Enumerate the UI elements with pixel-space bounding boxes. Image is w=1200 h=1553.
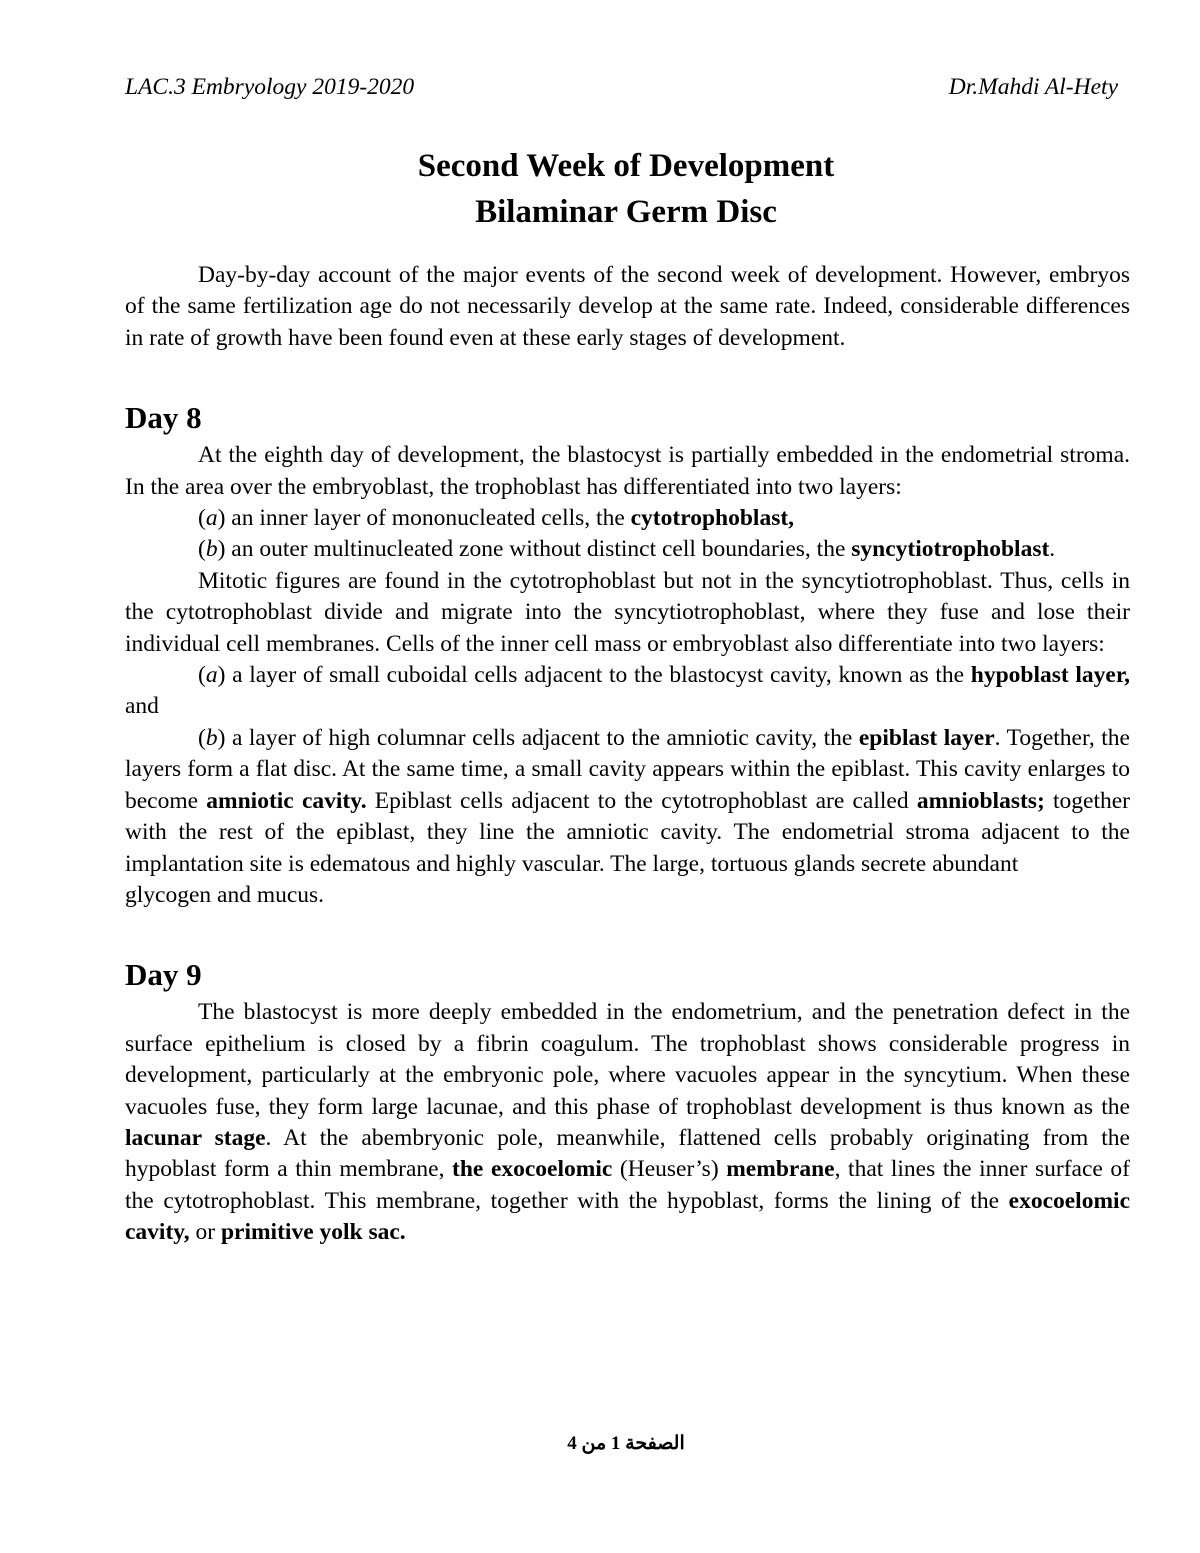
header-course: LAC.3 Embryology 2019-2020: [125, 74, 415, 100]
item-text: a layer of high columnar cells adjacent to the amniotic cavity, the: [225, 724, 859, 751]
item-label: b: [205, 536, 218, 563]
day8-heading: Day 8: [125, 400, 202, 436]
intro-paragraph: Day-by-day account of the major events of the second week of development. However, embryos of the same fertilization age do not necessarily develop at the same rate. Indeed, considerable differences in rate of growth have been found even at these early stages of development.: [125, 262, 1130, 351]
term-exocoelomic-cavity: exocoelomic cavity,: [125, 1187, 1130, 1246]
term-cytotrophoblast: cytotrophoblast,: [630, 505, 795, 532]
day8-item-b: (b) an outer multinucleated zone without distinct cell boundaries, the syncytiotrophoblast.: [198, 536, 1056, 563]
paragraph-text: . At the abembryonic pole, meanwhile, flattened cells probably originating from the hypoblast form a thin membrane,: [125, 1124, 1130, 1183]
item-label: a: [205, 505, 218, 532]
page-title: Second Week of Development: [417, 148, 835, 184]
item-text: together with the rest of the epiblast, they line the amniotic cavity. The endometrial stroma adjacent to the implantation site is edematous and highly vascular. The large, tortuous glands secrete abundant: [125, 787, 1130, 877]
paragraph-text: or: [189, 1219, 221, 1246]
item-text: an inner layer of mononucleated cells, the: [225, 505, 631, 532]
day8-item-a: (a) an inner layer of mononucleated cells, the cytotrophoblast,: [198, 505, 795, 532]
day9-heading: Day 9: [125, 957, 202, 993]
paragraph-text: (Heuser’s): [612, 1156, 727, 1183]
paragraph-text: The blastocyst is more deeply embedded in the endometrium, and the penetration defect in the surface epithelium is closed by a fibrin coagulum. The trophoblast shows considerable progress in development, particularly at the embryonic pole, where vacuoles appear in the syncytium. When these vacuoles fuse, they form large lacunae, and this phase of trophoblast development is thus known as the: [125, 999, 1130, 1120]
page-subtitle: Bilaminar Germ Disc: [475, 194, 777, 230]
term-amniotic-cavity: amniotic cavity.: [206, 787, 367, 814]
item-text: a layer of small cuboidal cells adjacent to the blastocyst cavity, known as the: [225, 662, 971, 689]
item-label: b: [205, 724, 218, 751]
term-hypoblast: hypoblast layer,: [970, 662, 1130, 689]
day8-item-epiblast: (b) a layer of high columnar cells adjacent to the amniotic cavity, the epiblast layer. Together, the layers form a flat disc. At the same time, a small cavity appears within the epiblast. This cavity enlarges to become amniotic cavity. Epiblast cells adjacent to the cytotrophoblast are called amnioblasts; together with the rest of the epiblast, they line the amniotic cavity. The endometrial stroma adjacent to the implantation site is edematous and highly vascular. The large, tortuous glands secrete abundant: [125, 724, 1130, 877]
day8-paragraph-1: At the eighth day of development, the blastocyst is partially embedded in the endometrial stroma. In the area over the embryoblast, the trophoblast has differentiated into two layers:: [125, 442, 1130, 500]
term-primitive-yolk-sac: primitive yolk sac.: [220, 1219, 406, 1246]
term-membrane: membrane: [726, 1156, 835, 1183]
item-label: a: [205, 662, 218, 689]
term-exocoelomic: the exocoelomic: [452, 1156, 613, 1183]
header-author: Dr.Mahdi Al-Hety: [948, 74, 1118, 100]
item-text: an outer multinucleated zone without distinct cell boundaries, the: [225, 536, 852, 563]
term-epiblast: epiblast layer: [858, 724, 995, 751]
page-number: الصفحة 1 من 4: [567, 1433, 685, 1454]
term-lacunar-stage: lacunar stage: [125, 1124, 266, 1151]
item-text-end: and: [125, 693, 159, 720]
day9-paragraph: [125, 997, 1130, 1248]
document-body: [125, 260, 1130, 1249]
paragraph-text: , that lines the inner surface of the cytotrophoblast. This membrane, together with the hypoblast, forms the lining of the: [125, 1156, 1130, 1214]
item-text: Epiblast cells adjacent to the cytotrophoblast are called: [366, 787, 917, 814]
day8-paragraph-2: Mitotic figures are found in the cytotrophoblast but not in the syncytiotrophoblast. Thus, cells in the cytotrophoblast divide and migrate into the syncytiotrophoblast, where they fuse and lose their individual cell membranes. Cells of the inner cell mass or embryoblast also differentiate into two layers:: [125, 567, 1130, 657]
item-text-end: .: [1049, 536, 1056, 563]
item-text: . Together, the layers form a flat disc. At the same time, a small cavity appears within the epiblast. This cavity enlarges to become: [125, 724, 1130, 814]
day8-last-line: glycogen and mucus.: [125, 881, 325, 908]
term-amnioblasts: amnioblasts;: [916, 787, 1045, 814]
term-syncytiotrophoblast: syncytiotrophoblast: [851, 536, 1050, 563]
day8-item-hypoblast: (a) a layer of small cuboidal cells adjacent to the blastocyst cavity, known as the hypoblast layer, and: [125, 662, 1130, 720]
